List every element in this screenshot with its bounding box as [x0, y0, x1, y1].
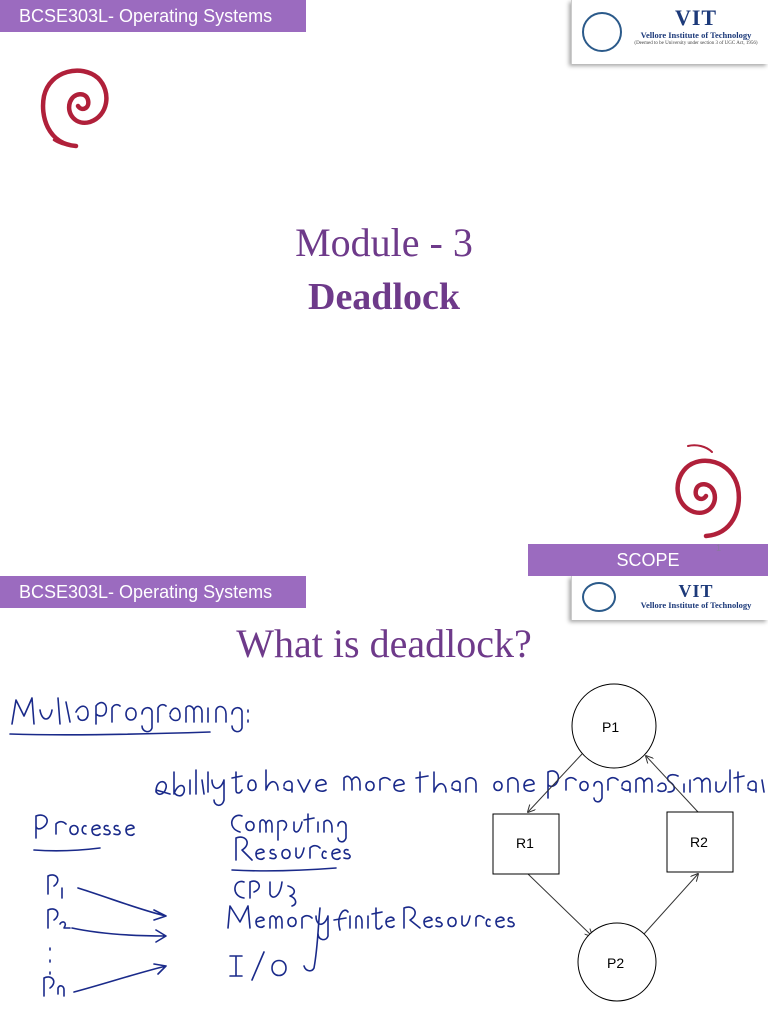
vit-brand-tagline: (Deemed to be University under section 3 of UGC Act, 1956): [634, 41, 758, 46]
resource-label-r2: R2: [690, 834, 708, 850]
debian-swirl-icon: [666, 440, 746, 540]
process-label-p2: P2: [607, 955, 625, 971]
edge-p2-r2: [644, 874, 698, 934]
scope-footer: SCOPE: [528, 544, 768, 576]
edge-r2-p1: [646, 756, 698, 812]
edge-p1-r1: [528, 754, 582, 812]
course-tag: BCSE303L- Operating Systems: [0, 0, 306, 32]
vit-brand: [628, 6, 764, 47]
vit-brand-name: VIT: [678, 581, 714, 601]
edge-r1-p2: [528, 874, 592, 936]
process-label-p1: P1: [602, 719, 620, 735]
resource-label-r1: R1: [516, 835, 534, 851]
slide-title: What is deadlock?: [236, 621, 532, 666]
vit-brand-subtitle: Vellore Institute of Technology: [640, 600, 752, 610]
module-subtitle: Deadlock: [308, 276, 460, 318]
vit-brand-name: VIT: [674, 5, 718, 30]
page-number: 1: [716, 543, 722, 553]
course-tag: BCSE303L- Operating Systems: [0, 576, 306, 608]
vit-brand-subtitle: Vellore Institute of Technology: [640, 30, 752, 40]
vit-logo: [571, 0, 768, 64]
resource-allocation-graph: [0, 576, 768, 1024]
slide-what-is-deadlock: [0, 576, 768, 1024]
debian-swirl-icon: [36, 56, 116, 152]
vit-seal-icon: [582, 12, 622, 52]
module-title: Module - 3: [295, 220, 473, 265]
